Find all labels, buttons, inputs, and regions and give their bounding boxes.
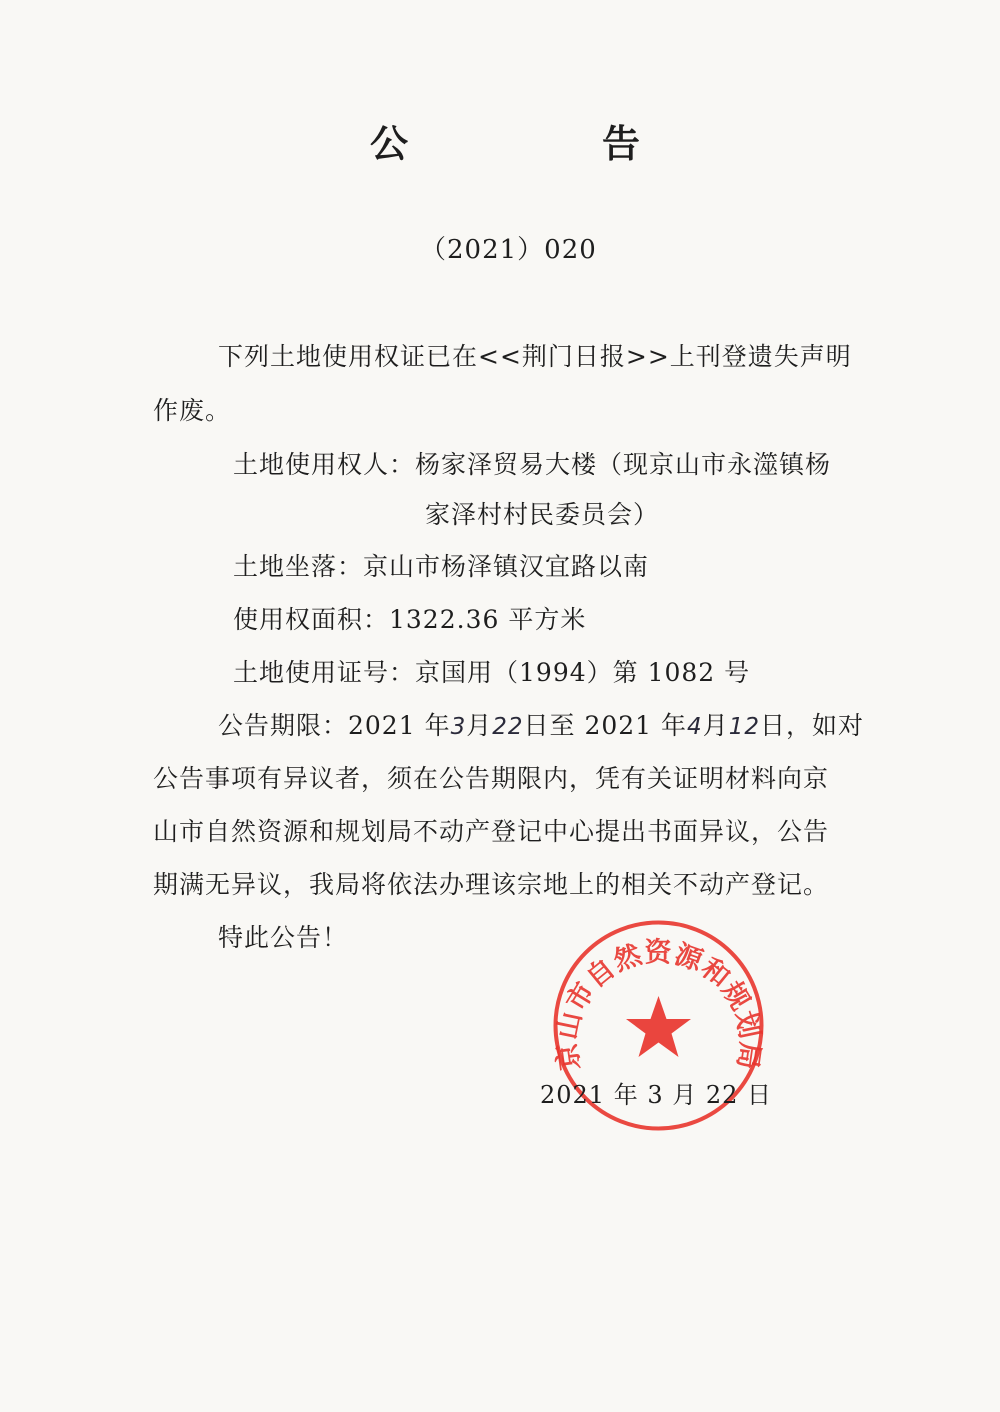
title-char-1: 公 (370, 121, 409, 166)
title-char-2: 告 (601, 121, 640, 166)
handwritten-end-day: 12 (728, 714, 760, 740)
seal-star-icon (626, 996, 691, 1057)
certificate-number: 土地使用证号：京国用（1994）第 1082 号 (233, 658, 751, 687)
land-area: 使用权面积：1322.36 平方米 (233, 605, 587, 634)
period-mid: 日至 2021 年 (523, 711, 688, 740)
seal-text: 京山市自然资源和规划局 (551, 937, 766, 1073)
document-number: （2021）020 (420, 235, 597, 265)
land-owner-line-2: 家泽村村民委员会） (425, 500, 660, 529)
document-title (370, 120, 640, 168)
handwritten-start-day: 22 (492, 714, 524, 740)
issue-date: 2021 年 3 月 22 日 (540, 1081, 773, 1109)
period-suffix: 日，如对 (759, 711, 864, 740)
period-prefix: 公告期限：2021 年 (218, 711, 451, 740)
handwritten-end-month: 4 (687, 714, 703, 740)
period-month-char-2: 月 (702, 711, 729, 740)
paragraph-2-line-4: 期满无异议，我局将依法办理该宗地上的相关不动产登记。 (153, 870, 830, 899)
period-month-char: 月 (466, 711, 493, 740)
paragraph-1-line-2: 作废。 (153, 396, 232, 425)
land-location: 土地坐落：京山市杨泽镇汉宜路以南 (233, 552, 650, 581)
notice-period-line (218, 711, 864, 742)
land-owner-line-1: 土地使用权人：杨家泽贸易大楼（现京山市永澨镇杨 (233, 450, 832, 479)
paragraph-2-line-2: 公告事项有异议者，须在公告期限内，凭有关证明材料向京 (153, 764, 830, 793)
paragraph-2-line-3: 山市自然资源和规划局不动产登记中心提出书面异议，公告 (153, 817, 830, 846)
closing-line: 特此公告！ (218, 923, 349, 952)
handwritten-start-month: 3 (450, 714, 467, 740)
paragraph-1-line-1: 下列土地使用权证已在<<荆门日报>>上刊登遗失声明 (218, 342, 852, 371)
